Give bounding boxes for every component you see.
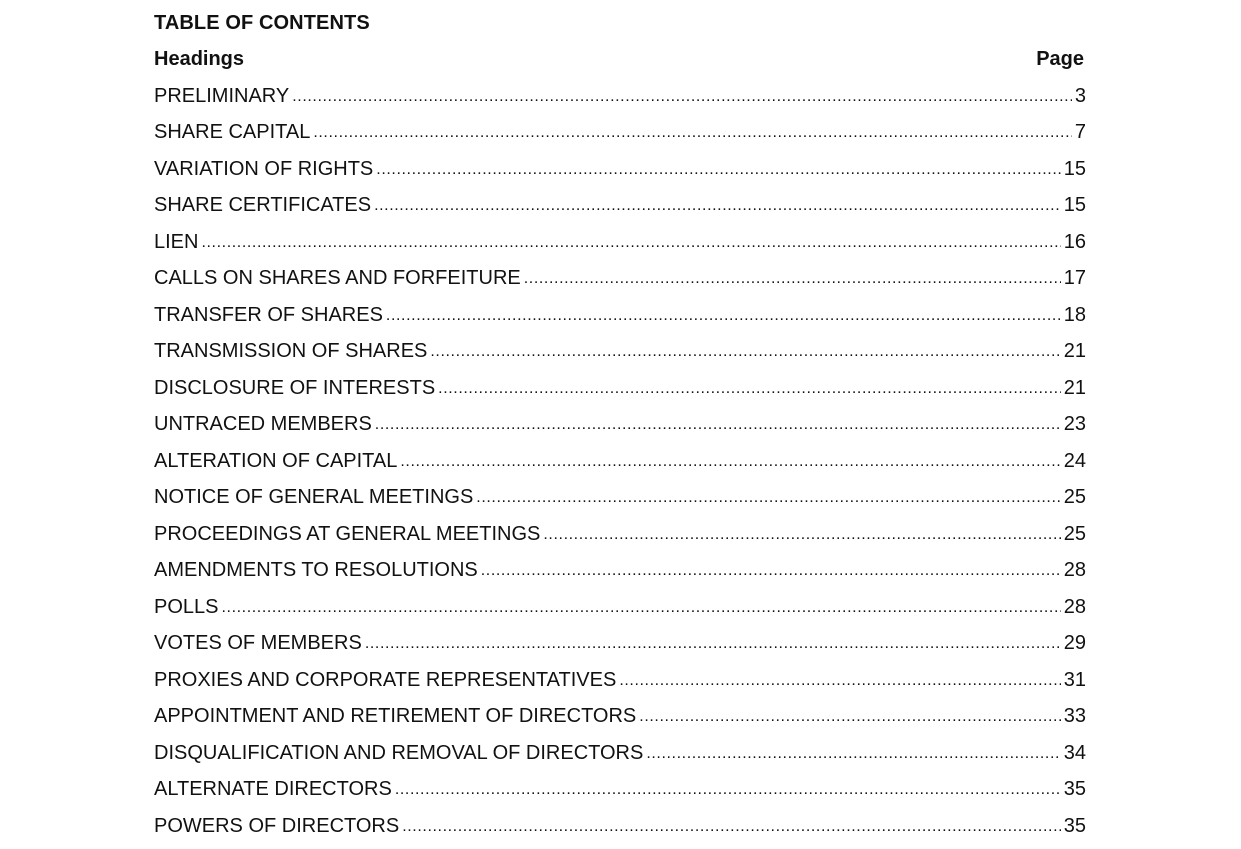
toc-entry[interactable] bbox=[154, 557, 1086, 594]
toc-entry-heading: PRELIMINARY bbox=[154, 83, 289, 109]
toc-entry[interactable] bbox=[154, 776, 1086, 813]
document-page bbox=[154, 10, 1086, 849]
dot-leader bbox=[386, 301, 1061, 329]
toc-list bbox=[154, 83, 1086, 849]
toc-entry[interactable] bbox=[154, 375, 1086, 412]
toc-entry-heading: TRANSFER OF SHARES bbox=[154, 302, 383, 328]
toc-entry[interactable] bbox=[154, 813, 1086, 849]
toc-entry-heading: SHARE CERTIFICATES bbox=[154, 192, 371, 218]
dot-leader bbox=[430, 337, 1060, 365]
toc-entry-page-number: 33 bbox=[1064, 703, 1086, 729]
toc-entry-page-number: 35 bbox=[1064, 813, 1086, 839]
toc-entry-heading: DISCLOSURE OF INTERESTS bbox=[154, 375, 435, 401]
dot-leader bbox=[400, 447, 1060, 475]
dot-leader bbox=[481, 556, 1061, 584]
toc-entry-heading: SHARE CAPITAL bbox=[154, 119, 310, 145]
toc-entry-page-number: 15 bbox=[1064, 192, 1086, 218]
toc-entry-page-number: 31 bbox=[1064, 667, 1086, 693]
toc-entry-page-number: 17 bbox=[1064, 265, 1086, 291]
dot-leader bbox=[313, 118, 1072, 146]
toc-column-headers bbox=[154, 46, 1086, 72]
toc-entry-page-number: 24 bbox=[1064, 448, 1086, 474]
dot-leader bbox=[476, 483, 1060, 511]
toc-entry[interactable] bbox=[154, 448, 1086, 485]
toc-entry-page-number: 7 bbox=[1075, 119, 1086, 145]
dot-leader bbox=[438, 374, 1061, 402]
toc-entry-page-number: 3 bbox=[1075, 83, 1086, 109]
toc-entry-page-number: 18 bbox=[1064, 302, 1086, 328]
toc-entry-heading: CALLS ON SHARES AND FORFEITURE bbox=[154, 265, 521, 291]
headings-column-label: Headings bbox=[154, 46, 244, 72]
toc-entry-heading: ALTERNATE DIRECTORS bbox=[154, 776, 392, 802]
toc-entry-heading: PROXIES AND CORPORATE REPRESENTATIVES bbox=[154, 667, 616, 693]
toc-entry-heading: VARIATION OF RIGHTS bbox=[154, 156, 373, 182]
toc-entry-page-number: 25 bbox=[1064, 484, 1086, 510]
toc-entry[interactable] bbox=[154, 83, 1086, 120]
dot-leader bbox=[365, 629, 1061, 657]
toc-entry-heading: AMENDMENTS TO RESOLUTIONS bbox=[154, 557, 478, 583]
toc-entry[interactable] bbox=[154, 156, 1086, 193]
toc-entry[interactable] bbox=[154, 411, 1086, 448]
toc-entry-heading: PROCEEDINGS AT GENERAL MEETINGS bbox=[154, 521, 540, 547]
toc-entry[interactable] bbox=[154, 630, 1086, 667]
toc-title: TABLE OF CONTENTS bbox=[154, 10, 1086, 36]
toc-entry[interactable] bbox=[154, 192, 1086, 229]
dot-leader bbox=[639, 702, 1060, 730]
dot-leader bbox=[402, 812, 1061, 840]
dot-leader bbox=[201, 228, 1060, 256]
toc-entry-page-number: 25 bbox=[1064, 521, 1086, 547]
toc-entry-page-number: 28 bbox=[1064, 557, 1086, 583]
dot-leader bbox=[221, 593, 1060, 621]
dot-leader bbox=[646, 739, 1060, 767]
dot-leader bbox=[376, 155, 1060, 183]
dot-leader bbox=[375, 410, 1061, 438]
toc-entry-page-number: 34 bbox=[1064, 740, 1086, 766]
toc-entry-heading: ALTERATION OF CAPITAL bbox=[154, 448, 397, 474]
toc-entry-page-number: 23 bbox=[1064, 411, 1086, 437]
toc-entry[interactable] bbox=[154, 594, 1086, 631]
toc-entry-page-number: 29 bbox=[1064, 630, 1086, 656]
toc-entry[interactable] bbox=[154, 119, 1086, 156]
toc-entry-page-number: 21 bbox=[1064, 338, 1086, 364]
toc-entry-page-number: 35 bbox=[1064, 776, 1086, 802]
toc-entry[interactable] bbox=[154, 521, 1086, 558]
dot-leader bbox=[374, 191, 1061, 219]
toc-entry-heading: NOTICE OF GENERAL MEETINGS bbox=[154, 484, 473, 510]
dot-leader bbox=[395, 775, 1061, 803]
toc-entry[interactable] bbox=[154, 703, 1086, 740]
toc-entry-heading: POLLS bbox=[154, 594, 218, 620]
toc-entry[interactable] bbox=[154, 265, 1086, 302]
toc-entry-page-number: 16 bbox=[1064, 229, 1086, 255]
dot-leader bbox=[292, 82, 1072, 110]
toc-entry[interactable] bbox=[154, 229, 1086, 266]
toc-entry[interactable] bbox=[154, 667, 1086, 704]
toc-entry[interactable] bbox=[154, 302, 1086, 339]
dot-leader bbox=[543, 520, 1060, 548]
toc-entry-page-number: 21 bbox=[1064, 375, 1086, 401]
toc-entry-heading: VOTES OF MEMBERS bbox=[154, 630, 362, 656]
toc-entry-heading: UNTRACED MEMBERS bbox=[154, 411, 372, 437]
toc-entry[interactable] bbox=[154, 338, 1086, 375]
toc-entry-page-number: 28 bbox=[1064, 594, 1086, 620]
dot-leader bbox=[524, 264, 1061, 292]
toc-entry-heading: LIEN bbox=[154, 229, 198, 255]
toc-entry[interactable] bbox=[154, 484, 1086, 521]
toc-entry-page-number: 15 bbox=[1064, 156, 1086, 182]
page-column-label: Page bbox=[1036, 46, 1084, 72]
toc-entry-heading: DISQUALIFICATION AND REMOVAL OF DIRECTORS bbox=[154, 740, 643, 766]
dot-leader bbox=[619, 666, 1060, 694]
toc-entry[interactable] bbox=[154, 740, 1086, 777]
toc-entry-heading: APPOINTMENT AND RETIREMENT OF DIRECTORS bbox=[154, 703, 636, 729]
toc-entry-heading: TRANSMISSION OF SHARES bbox=[154, 338, 427, 364]
toc-entry-heading: POWERS OF DIRECTORS bbox=[154, 813, 399, 839]
